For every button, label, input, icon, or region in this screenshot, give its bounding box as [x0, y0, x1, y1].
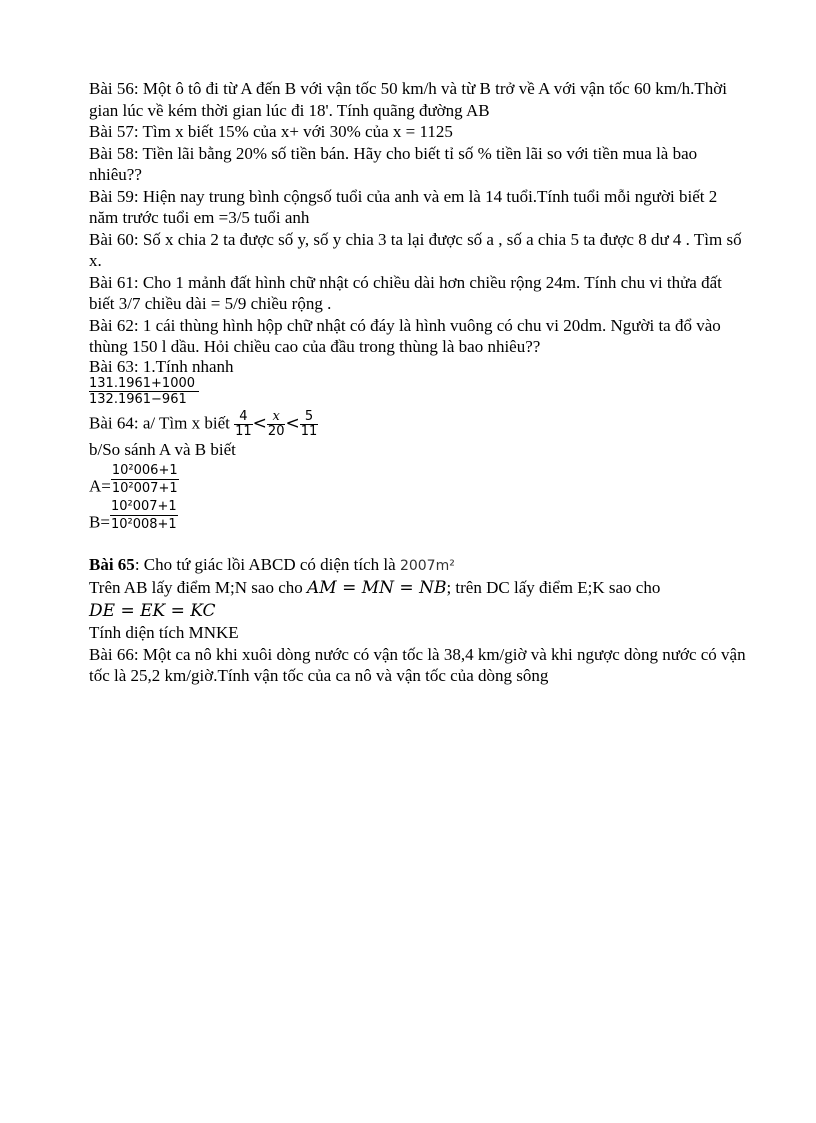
fraction-5-11 — [300, 410, 319, 439]
document-page — [89, 78, 749, 687]
problem-65-text2: Trên AB lấy điểm M;N sao cho — [89, 578, 303, 597]
expression-B — [89, 498, 749, 533]
fraction-B — [110, 498, 178, 533]
problem-65-question: Tính diện tích MNKE — [89, 623, 239, 642]
problem-65-line1 — [89, 554, 749, 578]
equation-de-ek-kc — [89, 600, 749, 623]
fraction-denominator: 10²007+1 — [111, 480, 178, 496]
problem-62: Bài 62: 1 cái thùng hình hộp chữ nhật có đáy là hình vuông có chu vi 20dm. Người ta đổ vào thùng 150 l dầu. Hỏi chiều cao của đầu trong thùng là bao nhiêu?? — [89, 315, 721, 356]
fraction-x-20 — [267, 410, 286, 439]
problem-65-line2 — [89, 577, 749, 600]
problem-63-fraction — [89, 376, 199, 407]
problem-65-text: : Cho tứ giác lồi ABCD có diện tích là — [134, 554, 396, 574]
problem-64-b: b/So sánh A và B biết — [89, 440, 236, 459]
fraction-numerator: 131.1961+1000 — [89, 376, 199, 392]
fraction-numerator: x — [267, 410, 286, 425]
fraction-4-11 — [234, 410, 253, 439]
fraction-numerator: 10²007+1 — [110, 498, 177, 514]
label-A: A= — [89, 476, 111, 495]
area-value: 2007m² — [399, 557, 455, 574]
expression-A — [89, 462, 749, 497]
less-than-sign: < — [252, 413, 267, 434]
less-than-sign: < — [285, 413, 300, 434]
problem-59: Bài 59: Hiện nay trung bình cộngsố tuổi của anh và em là 14 tuổi.Tính tuổi mỗi người biết 2 năm trước tuổi em =3/5 tuổi anh — [89, 186, 718, 227]
problem-64-a-text: Bài 64: a/ Tìm x biết — [89, 413, 230, 433]
fraction-denominator: 10²008+1 — [110, 516, 177, 532]
problem-60: Bài 60: Số x chia 2 ta được số y, số y chia 3 ta lại được số a , số a chia 5 ta được 8 dư 4 . Tìm số x. — [89, 229, 742, 270]
problem-58: Bài 58: Tiền lãi bằng 20% số tiền bán. Hãy cho biết tỉ số % tiền lãi so với tiền mua là bao nhiêu?? — [89, 143, 698, 184]
problem-56: Bài 56: Một ô tô đi từ A đến B với vận tốc 50 km/h và từ B trở về A với vận tốc 60 km/h.Thời gian lúc về kém thời gian lúc đi 18'. Tính quãng đường AB — [89, 79, 728, 120]
fraction-denominator: 11 — [300, 424, 318, 439]
fraction-denominator: 11 — [235, 424, 252, 439]
fraction-A — [111, 462, 179, 497]
problem-65-title: Bài 65 — [89, 554, 135, 574]
equation-text: DE = EK = KC — [89, 600, 216, 621]
problem-66: Bài 66: Một ca nô khi xuôi dòng nước có vận tốc là 38,4 km/giờ và khi ngược dòng nước có vận tốc là 25,2 km/giờ.Tính vận tốc của ca nô và vận tốc của dòng sông — [89, 644, 746, 685]
equation-am-mn-nb: AM = MN = NB — [307, 578, 447, 598]
problem-57: Bài 57: Tìm x biết 15% của x+ với 30% của x = 1125 — [89, 122, 453, 141]
problem-63-heading: Bài 63: 1.Tính nhanh — [89, 356, 234, 376]
fraction-denominator: 132.1961−961 — [89, 391, 187, 407]
fraction-numerator: 10²006+1 — [111, 462, 178, 478]
label-B: B= — [89, 512, 110, 531]
problem-61: Bài 61: Cho 1 mảnh đất hình chữ nhật có chiều dài hơn chiều rộng 24m. Tính chu vi thửa đất biết 3/7 chiều dài = 5/9 chiều rộng . — [89, 272, 722, 313]
fraction-numerator: 4 — [234, 410, 253, 425]
problem-65-text3: ; trên DC lấy điểm E;K sao cho — [446, 578, 661, 597]
problem-64-a — [89, 410, 749, 439]
fraction-numerator: 5 — [300, 410, 319, 425]
fraction-denominator: 20 — [267, 424, 285, 439]
blank-line — [89, 533, 749, 554]
